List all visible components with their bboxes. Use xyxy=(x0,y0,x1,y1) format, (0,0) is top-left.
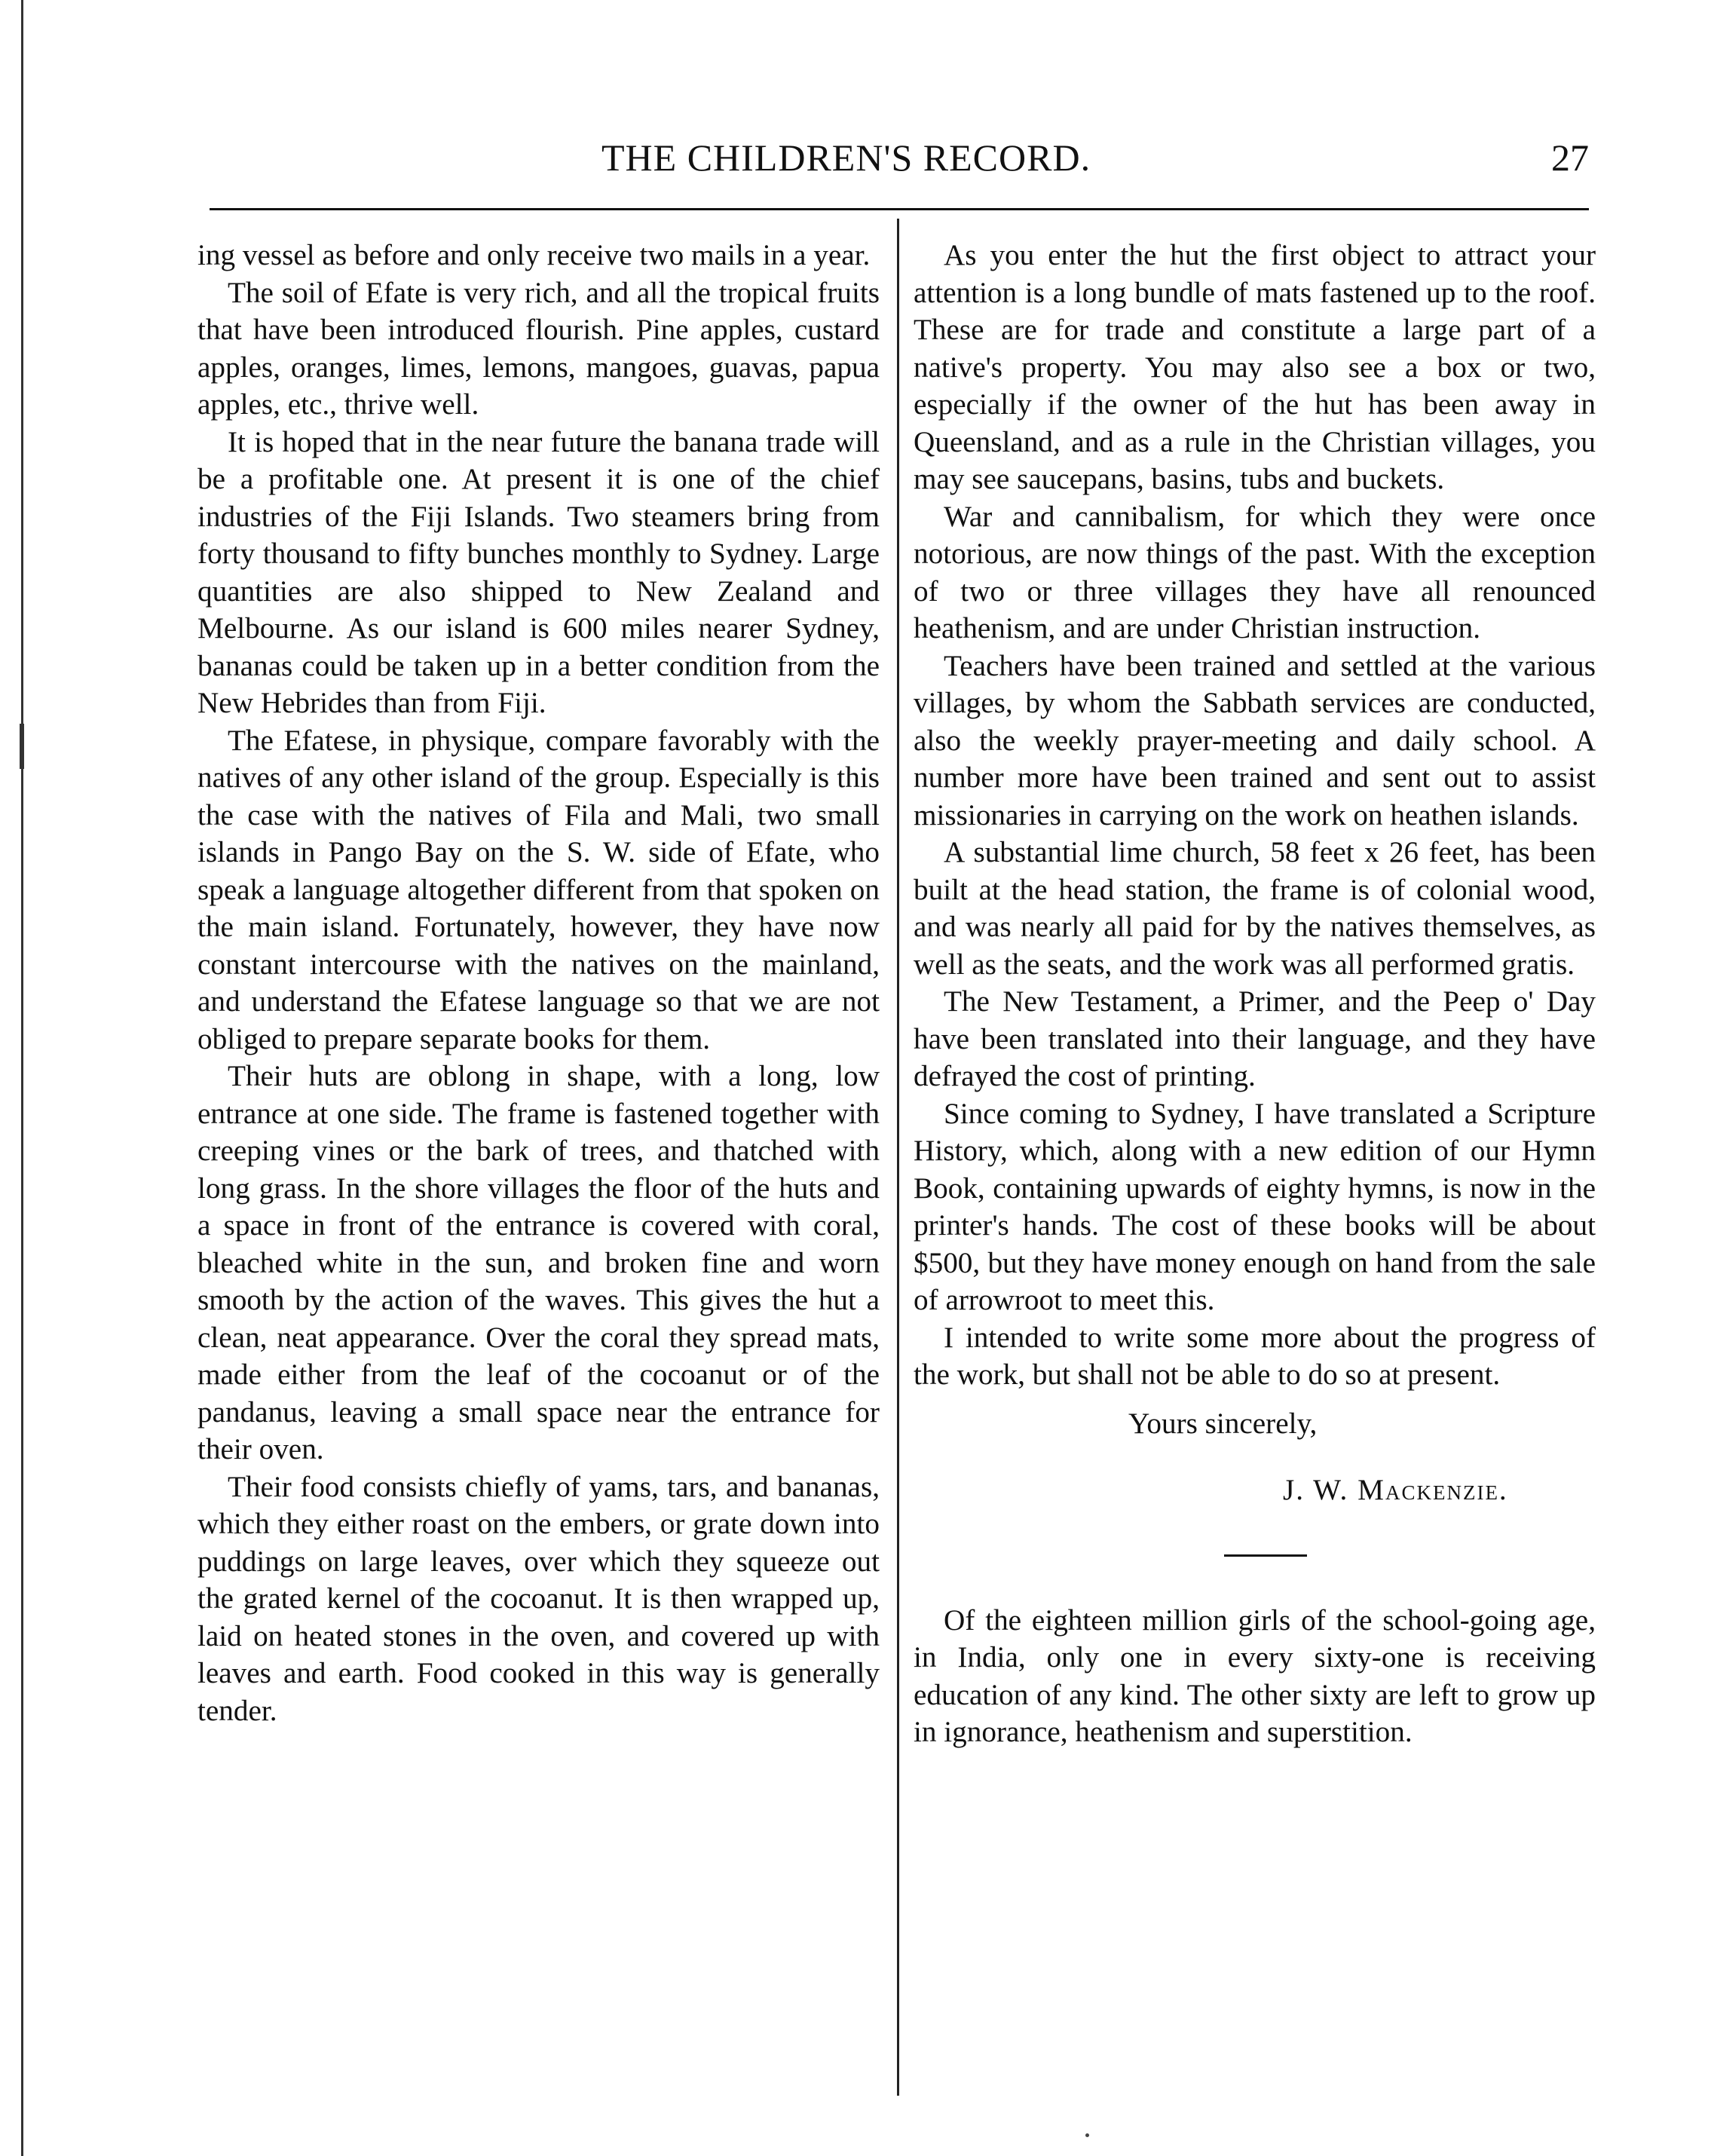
note-paragraph: Of the eighteen million girls of the school-going age, in India, only one in every sixty-one is receiving education of any kind. The other sixty are left to grow up in ignorance, heathenism and superstition. xyxy=(914,1603,1596,1749)
paragraph: It is hoped that in the near future the banana trade will be a profitable one. At present it is one of the chief industries of the Fiji Islands. Two steamers bring from forty thousand to fifty bunches monthly to Sydney. Large quantities are also shipped to New Zealand and Melbourne. As our island is 600 miles nearer Sydney, bananas could be taken up in a better condition from the New Hebrides than from Fiji. xyxy=(197,425,880,719)
paragraph: Their food consists chiefly of yams, tars, and bananas, which they either roast on the embers, or grate down into puddings on large leaves, over which they squeeze out the grated kernel of the cocoanut. It is then wrapped up, laid on heated stones in the oven, and covered up with leaves and earth. Food cooked in this way is generally tender. xyxy=(197,1470,880,1727)
paragraph: A substantial lime church, 58 feet x 26 feet, has been built at the head station, the frame is of colonial wood, and was nearly all paid for by the natives themselves, as well as the seats, and the work was all performed gratis. xyxy=(914,836,1596,981)
running-title: THE CHILDREN'S RECORD. xyxy=(601,136,1091,179)
page-header xyxy=(210,136,1589,190)
paragraph: As you enter the hut the first object to attract your attention is a long bundle of mats fastened up to the roof. These are for trade and constitute a large part of a native's property. You may also see a box or two, especially if the owner of the hut has been away in Queensland, and as a rule in the Christian villages, you may see saucepans, basins, tubs and buckets. xyxy=(914,239,1596,495)
left-margin-rule xyxy=(21,0,23,2156)
paragraph: ing vessel as before and only receive two mails in a year. xyxy=(197,239,871,271)
paragraph: The New Testament, a Primer, and the Peep o' Day have been translated into their language, and they have defrayed the cost of printing. xyxy=(914,985,1596,1092)
header-rule xyxy=(210,208,1589,210)
left-column xyxy=(197,237,880,1729)
section-rule xyxy=(1224,1554,1307,1557)
paragraph: Their huts are oblong in shape, with a long, low entrance at one side. The frame is fastened together with creeping vines or the bark of trees, and thatched with long grass. In the shore villages the floor of the huts and a space in front of the entrance is covered with coral, bleached white in the sun, and broken fine and worn smooth by the action of the waves. This gives the hut a clean, neat appearance. Over the coral they spread mats, made either from the leaf of the cocoanut or of the pandanus, leaving a small space near the entrance for their oven. xyxy=(197,1060,880,1465)
paragraph: The soil of Efate is very rich, and all the tropical fruits that have been introduced flourish. Pine apples, custard apples, oranges, limes, lemons, mangoes, guavas, papua apples, etc., thrive well. xyxy=(197,276,880,421)
paragraph: Since coming to Sydney, I have translated a Scripture History, which, along with a new edition of our Hymn Book, containing upwards of eighty hymns, is now in the printer's hands. The cost of these books will be about $500, but they have money enough on hand from the sale of arrowroot to meet this. xyxy=(914,1097,1596,1316)
paragraph: I intended to write some more about the progress of the work, but shall not be able to do so at present. xyxy=(914,1321,1596,1391)
margin-mark xyxy=(20,724,24,769)
paragraph: War and cannibalism, for which they were once notorious, are now things of the past. With the exception of two or three villages they have all renounced heathenism, and are under Christian instruction. xyxy=(914,500,1596,645)
column-divider xyxy=(897,219,899,2096)
right-column xyxy=(914,237,1596,1751)
paragraph: Teachers have been trained and settled at the various villages, by whom the Sabbath services are conducted, also the weekly prayer-meeting and daily school. A number more have been trained and sent out to assist missionaries in carrying on the work on heathen islands. xyxy=(914,649,1596,831)
signature: J. W. Mackenzie. xyxy=(1283,1474,1508,1507)
salutation: Yours sincerely, xyxy=(1128,1407,1318,1440)
paragraph: The Efatese, in physique, compare favorably with the natives of any other island of the group. Especially is this the case with the natives of Fila and Mali, two small islands in Pango Bay on the S. W. side of Efate, who speak a language altogether different from that spoken on the main island. Fortunately, however, they have now constant intercourse with the natives on the mainland, and understand the Efatese language so that we are not obliged to prepare separate books for them. xyxy=(197,724,880,1055)
print-speck xyxy=(1085,2133,1089,2137)
page-number: 27 xyxy=(1551,136,1589,179)
